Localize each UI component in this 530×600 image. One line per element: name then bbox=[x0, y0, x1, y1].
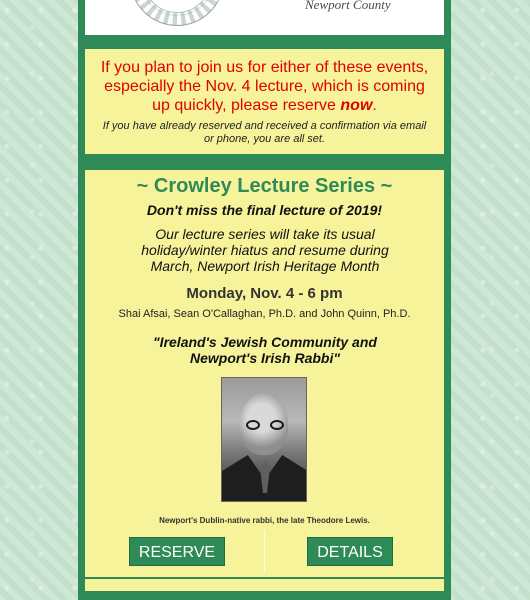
event-date-time: Monday, Nov. 4 - 6 pm bbox=[186, 285, 343, 302]
organization-seal-logo bbox=[130, 0, 224, 26]
reservation-notice-panel bbox=[85, 49, 444, 154]
talk-title: "Ireland's Jewish Community and Newport's Irish Rabbi" bbox=[153, 334, 377, 366]
header-subtitle: Newport County bbox=[305, 0, 391, 12]
series-tagline: Don't miss the final lecture of 2019! bbox=[146, 202, 383, 218]
event-speakers: Shai Afsai, Sean O'Callaghan, Ph.D. and John Quinn, Ph.D. bbox=[118, 308, 411, 320]
portrait-glasses bbox=[246, 420, 284, 430]
reserve-button[interactable]: RESERVE bbox=[129, 537, 225, 566]
lecture-series-panel bbox=[85, 170, 444, 591]
notice-emphasis-word: now bbox=[340, 97, 373, 114]
notice-confirmation-text: If you have already reserved and received a confirmation via email or phone, you are all set. bbox=[102, 120, 427, 145]
notice-end-punctuation: . bbox=[372, 97, 377, 114]
panel-divider-rule bbox=[85, 577, 444, 579]
email-container bbox=[78, 0, 451, 600]
series-hiatus-note: Our lecture series will take its usual holiday/winter hiatus and resume during March, Newport Irish Heritage Month bbox=[141, 226, 389, 274]
seal-center bbox=[143, 0, 211, 13]
reservation-notice-text bbox=[100, 58, 430, 115]
details-button[interactable]: DETAILS bbox=[307, 537, 393, 566]
button-divider bbox=[264, 530, 265, 572]
series-title: ~ Crowley Lecture Series ~ bbox=[136, 175, 393, 197]
photo-caption: Newport's Dublin-native rabbi, the late Theodore Lewis. bbox=[159, 516, 370, 525]
rabbi-portrait-photo bbox=[221, 377, 307, 502]
notice-main-text: If you plan to join us for either of these events, especially the Nov. 4 lecture, which is coming up quickly, please reserve bbox=[100, 59, 429, 114]
email-header bbox=[85, 0, 444, 35]
